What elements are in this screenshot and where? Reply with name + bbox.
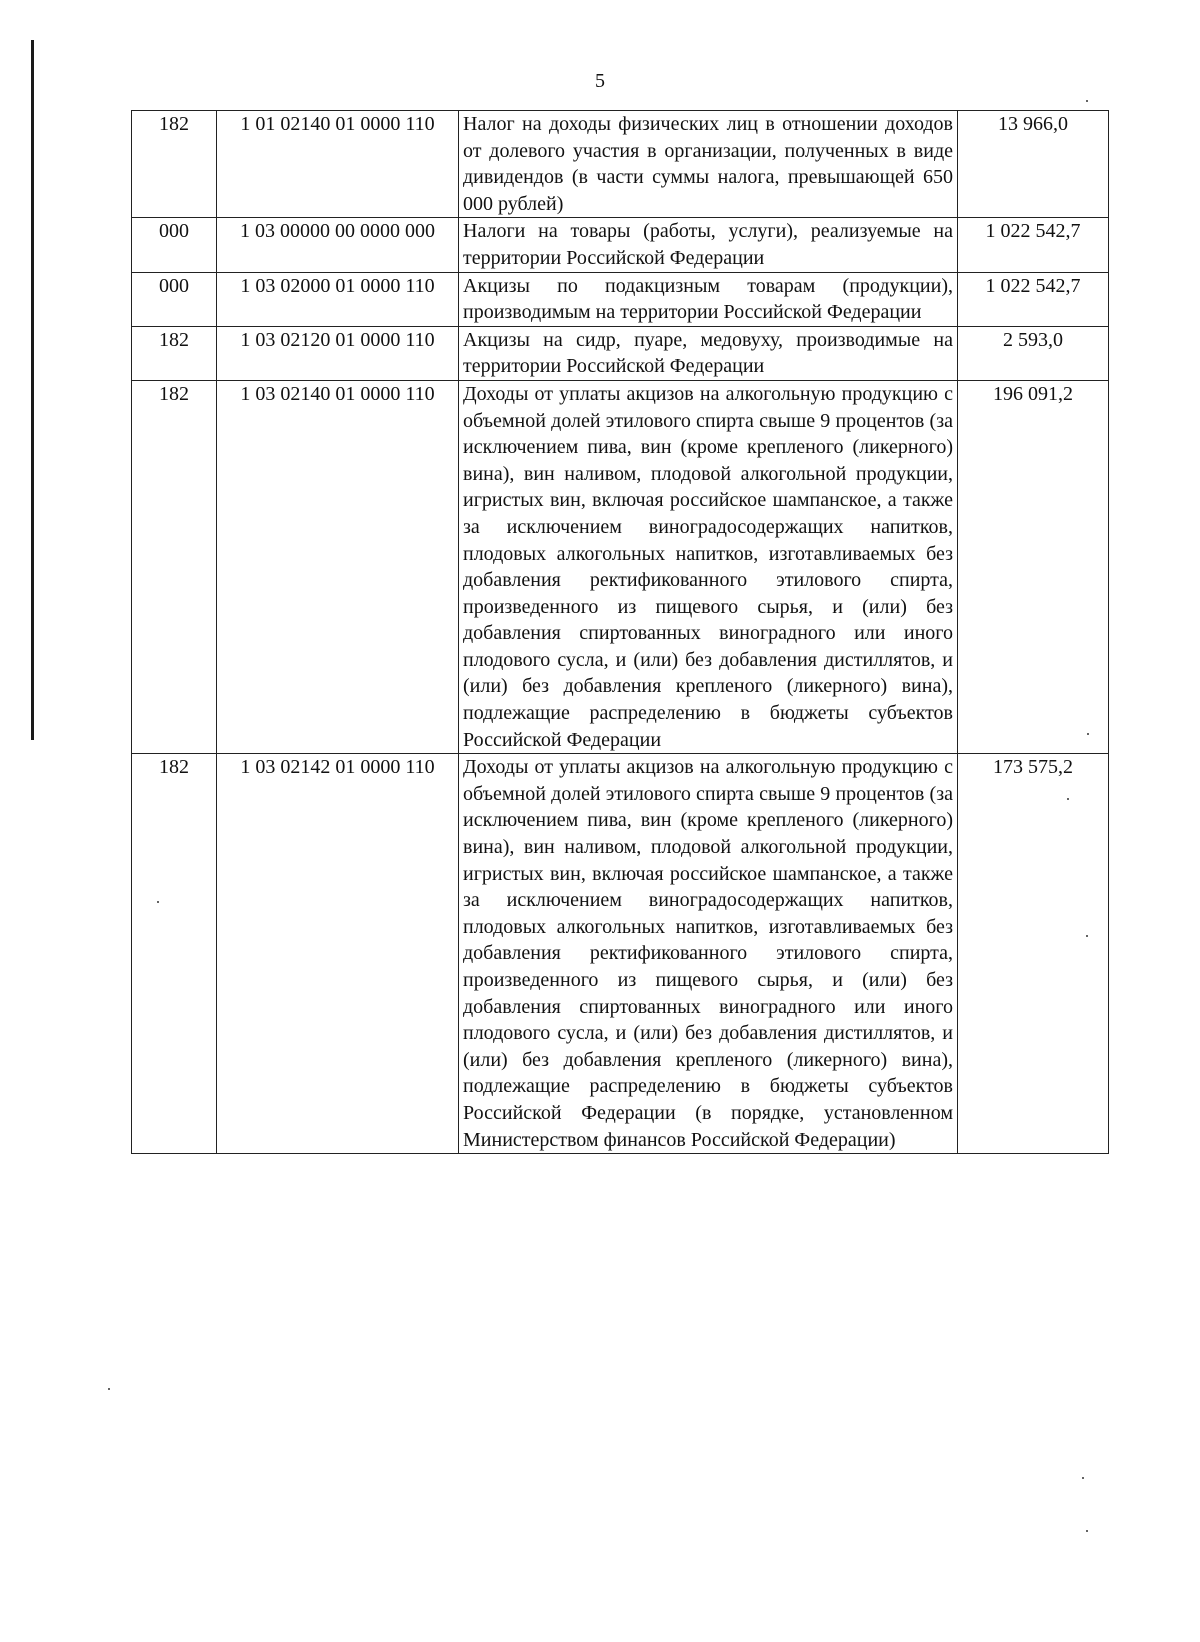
scan-speck — [1082, 1477, 1084, 1479]
admin-code-cell: 000 — [132, 218, 217, 272]
budget-code-cell: 1 03 00000 00 0000 000 — [217, 218, 459, 272]
amount-cell: 196 091,2 — [958, 380, 1109, 753]
description-cell: Акцизы на сидр, пуаре, медовуху, производимые на территории Российской Федерации — [459, 326, 958, 380]
table-row — [132, 754, 1109, 1154]
amount-cell: 1 022 542,7 — [958, 272, 1109, 326]
admin-code-cell: 182 — [132, 754, 217, 1154]
scan-margin-line — [31, 40, 34, 740]
budget-code-cell: 1 01 02140 01 0000 110 — [217, 111, 459, 218]
description-cell: Налог на доходы физических лиц в отношении доходов от долевого участия в организации, полученных в виде дивидендов (в части суммы налога, превышающей 650 000 рублей) — [459, 111, 958, 218]
revenue-table — [131, 110, 1109, 1154]
description-cell: Доходы от уплаты акцизов на алкогольную продукцию с объемной долей этилового спирта свыше 9 процентов (за исключением пива, вин (кроме крепленого (ликерного) вина), вин наливом, плодовой алкогольной продукции, игристых вин, включая российское шампанское, а также за исключением виноградосодержащих напитков, плодовых алкогольных напитков, изготавливаемых без добавления ректификованного этилового спирта, произведенного из пищевого сырья, и (или) без добавления спиртованных виноградного или иного плодового сусла, и (или) без добавления дистиллятов, и (или) без добавления крепленого (ликерного) вина), подлежащие распределению в бюджеты субъектов Российской Федерации — [459, 380, 958, 753]
page-number: 5 — [595, 70, 605, 92]
table-row — [132, 111, 1109, 218]
budget-code-cell: 1 03 02140 01 0000 110 — [217, 380, 459, 753]
budget-code-cell: 1 03 02142 01 0000 110 — [217, 754, 459, 1154]
description-cell: Акцизы по подакцизным товарам (продукции), производимым на территории Российской Федерации — [459, 272, 958, 326]
scan-speck — [1086, 100, 1088, 102]
admin-code-cell: 182 — [132, 326, 217, 380]
table-row — [132, 218, 1109, 272]
scan-speck — [108, 1388, 110, 1390]
amount-cell: 173 575,2 — [958, 754, 1109, 1154]
amount-cell: 2 593,0 — [958, 326, 1109, 380]
table-row — [132, 380, 1109, 753]
budget-code-cell: 1 03 02000 01 0000 110 — [217, 272, 459, 326]
admin-code-cell: 182 — [132, 380, 217, 753]
admin-code-cell: 000 — [132, 272, 217, 326]
scan-speck — [1086, 1530, 1088, 1532]
budget-code-cell: 1 03 02120 01 0000 110 — [217, 326, 459, 380]
description-cell: Налоги на товары (работы, услуги), реализуемые на территории Российской Федерации — [459, 218, 958, 272]
amount-cell: 13 966,0 — [958, 111, 1109, 218]
amount-cell: 1 022 542,7 — [958, 218, 1109, 272]
description-cell: Доходы от уплаты акцизов на алкогольную продукцию с объемной долей этилового спирта свыше 9 процентов (за исключением пива, вин (кроме крепленого (ликерного) вина), вин наливом, плодовой алкогольной продукции, игристых вин, включая российское шампанское, а также за исключением виноградосодержащих напитков, плодовых алкогольных напитков, изготавливаемых без добавления ректификованного этилового спирта, произведенного из пищевого сырья, и (или) без добавления спиртованных виноградного или иного плодового сусла, и (или) без добавления дистиллятов, и (или) без добавления крепленого (ликерного) вина), подлежащие распределению в бюджеты субъектов Российской Федерации (в порядке, установленном Министерством финансов Российской Федерации) — [459, 754, 958, 1154]
table-row — [132, 326, 1109, 380]
table-row — [132, 272, 1109, 326]
admin-code-cell: 182 — [132, 111, 217, 218]
